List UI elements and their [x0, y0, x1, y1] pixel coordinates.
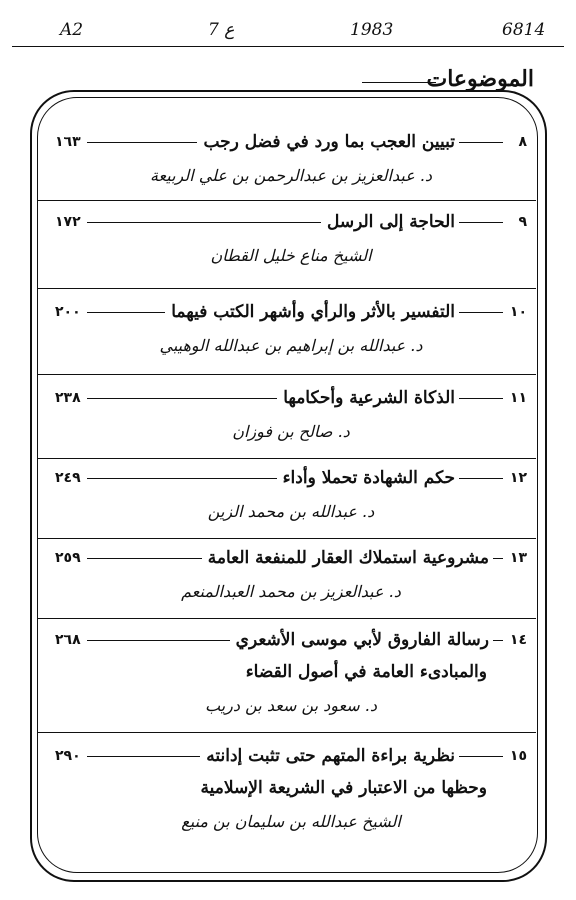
entry-number: ١٢ [509, 470, 527, 486]
entry-author: الشيخ مناع خليل القطان [210, 245, 372, 265]
entry-page: ٢٤٩ [55, 470, 81, 486]
entry-title-continued: والمبادىء العامة في أصول القضاء [245, 662, 487, 682]
entry-page: ١٦٣ [55, 134, 81, 150]
entry-divider [38, 374, 536, 375]
header-rule [12, 46, 564, 47]
toc-entry [55, 126, 527, 192]
section-title-rule [362, 82, 436, 83]
entry-divider [38, 200, 536, 201]
entry-leader [87, 222, 321, 223]
entry-author: د. سعود بن سعد بن دريب [205, 695, 377, 715]
entry-author: الشيخ عبدالله بن سليمان بن منيع [181, 811, 401, 831]
entry-author: د. عبدالعزيز بن عبدالرحمن بن علي الربيعة [149, 165, 433, 185]
entry-title: الحاجة إلى الرسل [327, 212, 455, 232]
entry-title: الذكاة الشرعية وأحكامها [283, 388, 455, 408]
entry-number: ١٤ [509, 632, 527, 648]
entry-dash [459, 222, 503, 223]
entry-leader [87, 478, 277, 479]
entry-title: حكم الشهادة تحملا وأداء [282, 468, 455, 488]
entry-leader [87, 640, 230, 641]
toc-entry [55, 462, 527, 528]
entry-leader [87, 142, 198, 143]
entry-divider [38, 538, 536, 539]
entry-divider [38, 732, 536, 733]
entry-divider [38, 458, 536, 459]
entry-author: د. عبدالله بن محمد الزين [207, 501, 375, 521]
entry-title: التفسير بالأثر والرأي وأشهر الكتب فيهما [171, 302, 455, 322]
entry-page: ٢٦٨ [55, 632, 81, 648]
handwritten-code-7: ع 7 [208, 20, 235, 40]
entry-title-continued: وحظها من الاعتبار في الشريعة الإسلامية [200, 778, 487, 798]
entry-number: ١٣ [509, 550, 527, 566]
entry-leader [87, 312, 166, 313]
toc-entry [55, 296, 527, 362]
toc-entry [55, 382, 527, 448]
handwritten-code-a2: A2 [60, 20, 84, 40]
entry-number: ١٠ [509, 304, 527, 320]
entry-page: ٢٠٠ [55, 304, 81, 320]
entry-dash [493, 558, 503, 559]
entry-page: ٢٥٩ [55, 550, 81, 566]
entry-leader [87, 398, 278, 399]
entry-leader [87, 756, 201, 757]
entry-number: ٩ [518, 214, 527, 230]
toc-entry [55, 740, 527, 838]
entry-number: ١٥ [509, 748, 527, 764]
entry-page: ٢٣٨ [55, 390, 81, 406]
handwritten-id: 6814 [502, 20, 546, 40]
handwritten-year: 1983 [350, 20, 394, 40]
entry-author: د. عبدالعزيز بن محمد العبدالمنعم [181, 581, 401, 601]
entry-dash [459, 478, 503, 479]
entry-number: ٨ [518, 134, 527, 150]
entry-title: تبيين العجب بما ورد في فضل رجب [203, 132, 455, 152]
entry-leader [87, 558, 202, 559]
entry-dash [459, 312, 503, 313]
entry-dash [459, 142, 503, 143]
toc-entry [55, 206, 527, 272]
entry-dash [459, 398, 503, 399]
entry-dash [493, 640, 503, 641]
entry-page: ١٧٢ [55, 214, 81, 230]
entry-page: ٢٩٠ [55, 748, 81, 764]
entry-number: ١١ [509, 390, 527, 406]
section-title: الموضوعات [426, 66, 534, 92]
entry-title: نظرية براءة المتهم حتى تثبت إدانته [206, 746, 455, 766]
entry-author: د. صالح بن فوزان [232, 421, 350, 441]
entry-divider [38, 618, 536, 619]
toc-entry [55, 624, 527, 722]
entry-divider [38, 288, 536, 289]
entry-title: مشروعية استملاك العقار للمنفعة العامة [207, 548, 489, 568]
entry-author: د. عبدالله بن إبراهيم بن عبدالله الوهيبي [159, 335, 423, 355]
entry-dash [459, 756, 503, 757]
entry-title: رسالة الفاروق لأبي موسى الأشعري [235, 630, 489, 650]
toc-entry [55, 542, 527, 608]
